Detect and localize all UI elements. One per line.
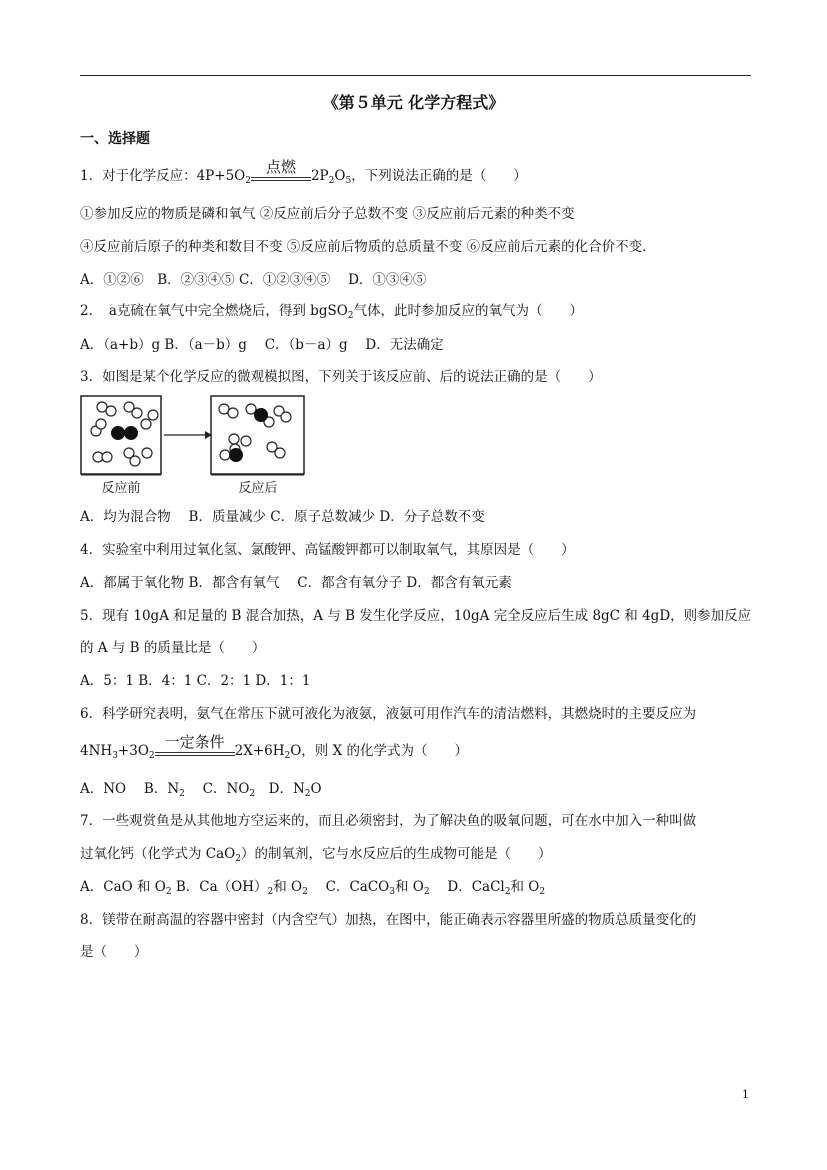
page-title: 《第５单元 化学方程式》 <box>322 93 505 112</box>
page-number: 1 <box>742 1088 749 1101</box>
question-4-options: A．都属于氧化物 B．都含有氧气 C．都含有氧分子 D．都含有氧元素 <box>80 575 512 591</box>
question-6: 6．科学研究表明，氨气在常压下就可液化为液氨，液氨可用作汽车的清洁燃料，其燃烧时的主要反应为 <box>80 706 697 722</box>
question-7-cont: 过氧化钙（化学式为 CaO$_2$）的制氧剂，它与水反应后的生成物可能是（ ） <box>80 846 552 864</box>
black-atom <box>229 448 243 462</box>
question-8-cont: 是（ ） <box>80 944 148 960</box>
before-label: 反应前 <box>101 481 141 496</box>
question-5-cont: 的 A 与 B 的质量比是（ ） <box>80 640 266 656</box>
question-1: 1．对于化学反应：$4P+5O_2$ 点燃 $2P_2O_5$，下列说法正确的是（ ） <box>80 157 527 186</box>
question-5-options: A．5：1 B．4：1 C．2：1 D．1：1 <box>80 673 311 689</box>
question-7-options: A．CaO 和 $O_2$ B．$Ca(OH)_2$和 $O_2$ C．CaCO$_3$和 $O_2$ D．CaCl$_2$和 $O_2$ <box>80 879 546 897</box>
black-atom <box>124 426 138 440</box>
question-4: 4．实验室中利用过氧化氢、氯酸钾、高锰酸钾都可以制取氧气，其原因是（ ） <box>80 542 575 558</box>
question-6-equation: $4NH_3+3O_2$ 一定条件 $2X+6H_2O$，则 X 的化学式为（ ） <box>80 732 468 761</box>
reaction-condition: 一定条件 <box>155 741 235 763</box>
question-8: 8．镁带在耐高温的容器中密封（内含空气）加热，在图中，能正确表示容器里所盛的物质总质量变化的 <box>80 912 697 928</box>
question-5: 5．现有 10gA 和足量的 B 混合加热，A 与 B 发生化学反应，10gA 完全反应后生成 8gC 和 4gD，则参加反应 <box>80 608 752 624</box>
question-7: 7．一些观赏鱼是从其他地方空运来的，而且必须密封，为了解决鱼的吸氧问题，可在水中加入一种叫做 <box>80 813 697 829</box>
question-3-options: A．均为混合物 B．质量减少 C．原子总数减少 D．分子总数不变 <box>80 509 485 525</box>
header-rule <box>80 75 751 76</box>
reaction-condition: 点燃 <box>251 166 311 188</box>
reaction-diagram <box>80 395 305 495</box>
section-heading: 一、选择题 <box>80 131 150 147</box>
question-1-statements-a: ①参加反应的物质是磷和氧气 ②反应前后分子总数不变 ③反应前后元素的种类不变 <box>80 206 575 222</box>
question-6-options: A．NO B．$N_2$ C．$NO_2$ D．$N_2O$ <box>80 781 322 799</box>
black-atom <box>111 426 125 440</box>
question-1-statements-b: ④反应前后原子的种类和数目不变 ⑤反应前后物质的总质量不变 ⑥反应前后元素的化合价不变． <box>80 239 656 255</box>
question-2: 2． a克硫在氧气中完全燃烧后，得到 bgSO$_2$气体，此时参加反应的氧气为（ ） <box>80 303 584 321</box>
question-3: 3．如图是某个化学反应的微观模拟图，下列关于该反应前、后的说法正确的是（ ） <box>80 369 602 385</box>
after-label: 反应后 <box>238 481 278 496</box>
question-1-options: A．①②⑥ B．②③④⑤ C．①②③④⑤ D．①③④⑤ <box>80 272 427 288</box>
black-atom <box>254 408 268 422</box>
question-2-options: A．（a+b）g B．（a－b）g C．（b－a）g D．无法确定 <box>80 337 444 353</box>
